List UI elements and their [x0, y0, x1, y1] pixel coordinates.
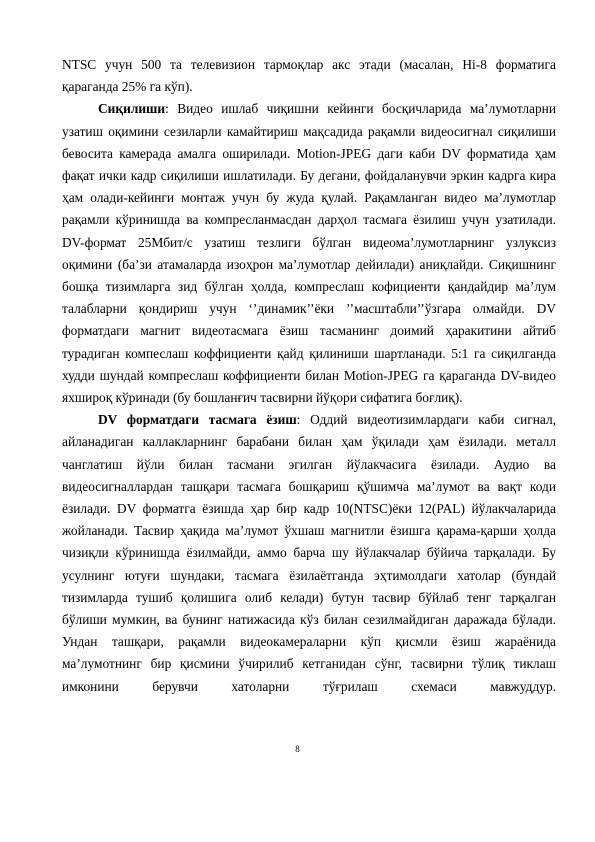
- body-text: [62, 54, 556, 698]
- paragraph-text: : Оддий видеотизимлардаги каби сигнал, айланадиган каллакларнинг барабани билан ҳам ўқилади ҳам ёзилади. металл чанглатиш йўли билан тасмани эгилган йўлакчасига ёзилади. Аудио ва видеосигналлардан ташқари тасмага бошқариш қўшимча ма’лумот ва вақт коди ёзилади. DV форматга ёзишда ҳар бир кадр 10(NTSC)ёки 12(PAL) йўлакчаларида жойланади. Тасвир ҳақида ма’лумот ўхшаш магнитли ёзишга қарама-қарши ҳолда чизиқли кўринишда ёзилмайди, аммо барча шу йўлакчалар бўйича тарқалади. Бу усулнинг ютуғи шундаки, тасмага ёзилаётганда эҳтимолдаги хатолар (бундай тизимларда тушиб қолишига олиб келади) бутун тасвир бўйлаб тенг тарқалган бўлиши мумкин, ва бунинг натижасида кўз билан сезилмайдиган даражада бўлади. Ундан ташқари, рақамли видеокамераларни кўп қисмли ёзиш жараёнида ма’лумотнинг бир қисмини ўчирилиб кетганидан сўнг, тасвирни тўлиқ тиклаш имконини берувчи хатоларни тўғрилаш схемаси мавжуддур.: [62, 412, 556, 694]
- term-heading: DV форматдаги тасмага ёзиш: [98, 412, 297, 428]
- paragraph-text: NTSC учун 500 та телевизион тармоқлар акс этади (масалан, Hi-8 форматига қараганда 25% га кўп).: [62, 57, 556, 95]
- page-number: 8: [295, 744, 300, 754]
- paragraph-compression: [62, 98, 556, 409]
- paragraph-text: : Видео ишлаб чиқишни кейинги босқичларида ма’лумотларни узатиш оқимини сезиларли камайтириш мақсадида рақамли видеосигнал сиқилиши бевосита камерада амалга оширилади. Motion-JPEG даги каби DV форматида ҳам фақат ички кадр сиқилиши ишлатилади. Бу дегани, фойдаланувчи эркин кадрга кира ҳам олади-кейинги монтаж учун бу жуда қулай. Рақамланган видео ма’лумотлар рақамли кўринишда ва компресланмасдан дарҳол тасмага ёзилиш учун узатилади. DV-формат 25Мбит/с узатиш тезлиги бўлган видеома’лумотларнинг узлуксиз оқимини (ба’зи атамаларда изоҳрон ма’лумотлар дейилади) аниқлайди. Сиқишнинг бошқа тизимларга зид бўлган ҳолда, компреслаш кофициенти қандайдир ма’лум талабларни қондириш учун ‘’динамик’’ёки ’’масштабли’’ўзгара олмайди. DV форматдаги магнит видеотасмага ёзиш тасманинг доимий ҳаракитини айтиб турадиган компеслаш коффициенти қайд қилиниши шартланади. 5:1 га сиқилганда худди шундай компреслаш коффициенти билан Motion-JPEG га қараганда DV-видео яхшироқ кўринади (бу бошланғич тасвирни йўқори сифатига боғлиқ).: [62, 101, 556, 406]
- term-heading: Сиқилиши: [98, 101, 166, 117]
- paragraph-intro: [62, 54, 556, 98]
- paragraph-dv-tape-recording: [62, 409, 556, 698]
